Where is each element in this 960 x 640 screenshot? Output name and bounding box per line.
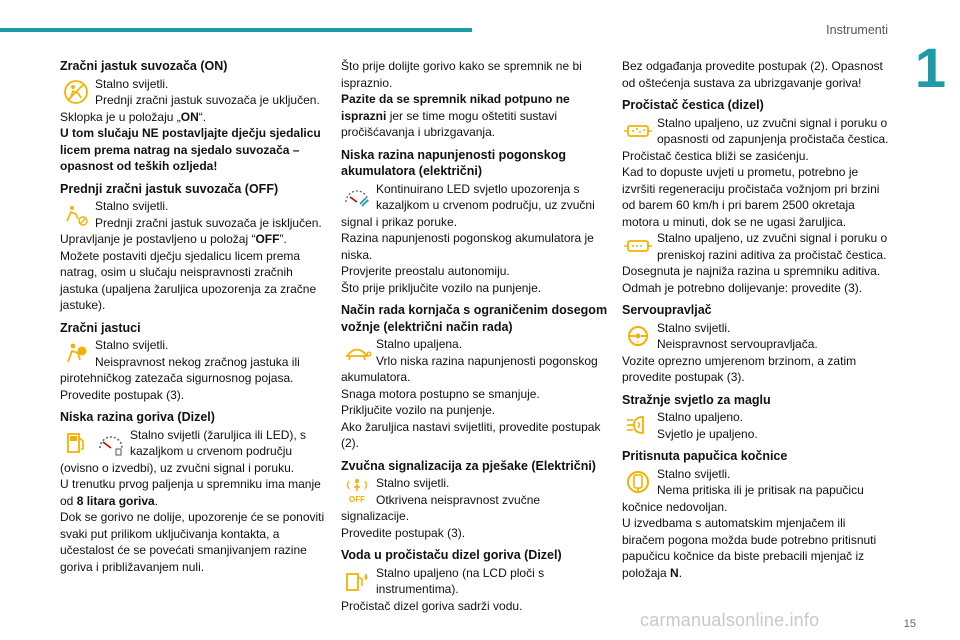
column-2 [341, 58, 609, 620]
section-low-battery [341, 147, 609, 297]
text-line: U trenutku prvog paljenja u spremniku ima manje od 8 litara goriva. [60, 477, 321, 508]
airbag-fault-icon [60, 337, 92, 369]
particle-filter-additive-icon [622, 230, 654, 262]
section-turtle-mode [341, 302, 609, 452]
section-water-continued [622, 58, 890, 91]
text-line: Provjerite preostalu autonomiju. [341, 264, 510, 278]
column-1 [60, 58, 328, 581]
section-particle-filter [622, 97, 890, 296]
low-fuel-gauge-icon [95, 427, 127, 459]
text-line: Stalno svijetli. [376, 476, 450, 490]
text-line: Možete postaviti dječju sjedalicu licem prema natrag, osim u slučaju neispravnosti zračnih jastuka (upaljena žaruljica upozorenja za zračne jastuke). [60, 248, 317, 312]
section-title: Prednji zračni jastuk suvozača (OFF) [60, 181, 279, 196]
text-line: Pročistač dizel goriva sadrži vodu. [341, 598, 523, 613]
particle-filter-icon [622, 115, 654, 147]
section-title: Način rada kornjača s ograničenim dosegom vožnje (električni način rada) [341, 303, 608, 334]
section-power-steering [622, 302, 890, 386]
section-title: Servoupravljač [622, 303, 712, 317]
warning-text: U tom slučaju NE postavljajte dječju sjedalicu licem prema natrag na sjedalo suvozača – opasnost od teških ozljeda! [60, 126, 321, 173]
text-line: Prednji zračni jastuk suvozača je uključen. [95, 93, 320, 107]
water-in-fuel-icon [341, 565, 373, 597]
text-line: Provedite postupak (3). [60, 387, 185, 402]
header-title: Instrumenti [826, 23, 888, 37]
section-rear-fog [622, 392, 890, 443]
airbag-on-icon [60, 76, 92, 108]
turtle-icon [341, 336, 373, 368]
text-line: Kontinuirano LED svjetlo upozorenja s kazaljkom u crvenom području, uz zvučni signal i prikaz poruke. [341, 181, 595, 229]
section-title: Zračni jastuci [60, 320, 141, 335]
text-line: Snaga motora postupno se smanjuje. [341, 386, 540, 401]
text-line: Stalno upaljeno, uz zvučni signal i poruku o preniskoj razini aditiva za pročistač čestica. [657, 231, 888, 262]
page-number: 15 [903, 618, 916, 630]
section-airbags [60, 320, 328, 404]
text-line: Nema pritiska ili je pritisak na papučicu kočnice nedovoljan. [622, 483, 864, 514]
text-line: Stalno svijetli. [657, 320, 731, 335]
text-line: Priključite vozilo na punjenje. [341, 403, 496, 417]
steering-wheel-icon [622, 320, 654, 352]
watermark: carmanualsonline.info [640, 610, 820, 630]
text-line: Stalno svijetli. [657, 466, 731, 481]
section-airbag-off [60, 181, 328, 314]
text-line: Razina napunjenosti pogonskog akumulatora je niska. [341, 231, 594, 262]
text-line: Neispravnost nekog zračnog jastuka ili pirotehničkog zatezača sigurnosnog pojasa. [60, 354, 300, 385]
svg-text:OFF: OFF [349, 495, 365, 504]
text-line: Stalno svijetli. [95, 76, 169, 91]
text-line: U izvedbama s automatskim mjenjačem ili biračem pogona možda bude potrebno pritisnuti papučicu kočnice da biste prebacili mjenjač iz položaja N. [622, 516, 877, 580]
text-line: Prednji zračni jastuk suvozača je isključen. [95, 215, 322, 230]
section-title: Voda u pročistaču dizel goriva (Dizel) [341, 548, 562, 562]
section-water-in-fuel [341, 547, 609, 614]
text-line: Dosegnuta je najniža razina u spremniku aditiva. Odmah je potrebno dolijevanje: provedite (3). [622, 264, 881, 295]
pedestrian-sound-off-icon [341, 475, 373, 507]
header-accent-bar [0, 28, 472, 32]
text-line: Stalno svijetli. [95, 199, 169, 213]
text-line: Stalno svijetli (žaruljica ili LED), s kazaljkom u crvenom području (ovisno o izvedbi), uz zvučni signal i poruku. [60, 427, 307, 475]
text-line: Bez odgađanja provedite postupak (2). Opasnost od oštećenja sustava za ubrizgavanje goriva! [622, 59, 883, 90]
text-line: Upravljanje je postavljeno u položaj “OFF”. [60, 232, 287, 246]
section-airbag-on [60, 58, 328, 175]
text-line: Svjetlo je upaljeno. [657, 426, 758, 441]
column-3 [622, 58, 890, 587]
airbag-off-icon [60, 198, 92, 230]
text-line: Kad to dopuste uvjeti u prometu, potrebno je izvršiti regeneraciju pročistača vožnjom pri brzini od barem 60 km/h i pri barem 2500 okretaja motora u minuti, dok se ne ugasi žaruljica. [622, 165, 880, 229]
svg-text:!: ! [637, 340, 639, 347]
section-title: Niska razina napunjenosti pogonskog akumulatora (električni) [341, 147, 567, 178]
section-title: Zračni jastuk suvozača (ON) [60, 59, 228, 73]
section-brake-pedal [622, 448, 890, 581]
text-line: Ako žaruljica nastavi svijetliti, provedite postupak (2). [341, 419, 601, 450]
text-line: Otkrivena neispravnost zvučne signalizacije. [341, 492, 541, 523]
section-fuel-continued [341, 58, 609, 141]
text-line: Stalno upaljeno, uz zvučni signal i poruku o opasnosti od zapunjenja pročistača čestica. [657, 115, 889, 146]
rear-fog-light-icon [622, 409, 654, 441]
text-line: Pazite da se spremnik nikad potpuno ne isprazni jer se time mogu oštetiti sustavi pročišćavanja i ubrizgavanja. [341, 92, 570, 139]
text-line: Stalno upaljeno (na LCD ploči s instrumentima). [376, 565, 545, 596]
section-pedestrian-sound [341, 458, 609, 542]
section-title: Zvučna signalizacija za pješake (Električni) [341, 458, 596, 473]
brake-pedal-icon [622, 466, 654, 498]
text-line: Stalno upaljeno. [657, 410, 744, 424]
section-title: Pritisnuta papučica kočnice [622, 449, 788, 463]
section-low-fuel [60, 409, 328, 575]
text-line: Neispravnost servoupravljača. [657, 337, 818, 351]
text-line: Vrlo niska razina napunjenosti pogonskog akumulatora. [341, 353, 598, 384]
section-title: Stražnje svjetlo za maglu [622, 392, 771, 407]
battery-plug-icon [341, 181, 373, 213]
chapter-number: 1 [914, 36, 946, 99]
text-line: Vozite oprezno umjerenom brzinom, a zatim provedite postupak (3). [622, 353, 857, 384]
text-line: Što prije dolijte gorivo kako se spremnik ne bi ispraznio. [341, 59, 582, 90]
text-line: Sklopka je u položaju „ON“. [60, 109, 207, 124]
text-line: Pročistač čestica bliži se zasićenju. [622, 148, 809, 163]
text-line: Stalno upaljena. [376, 337, 463, 351]
text-line: Dok se gorivo ne dolije, upozorenje će se ponoviti svaki put prilikom uključivanja kontakta, a učestalost će se povećati smanjivanjem razine goriva i približavanjem nuli. [60, 510, 325, 574]
text-line: Provedite postupak (3). [341, 525, 466, 540]
section-title: Niska razina goriva (Dizel) [60, 410, 215, 424]
text-line: Stalno svijetli. [95, 338, 169, 352]
fuel-pump-icon [60, 427, 92, 459]
text-line: Što prije priključite vozilo na punjenje. [341, 280, 542, 295]
section-title: Pročistač čestica (dizel) [622, 98, 764, 112]
